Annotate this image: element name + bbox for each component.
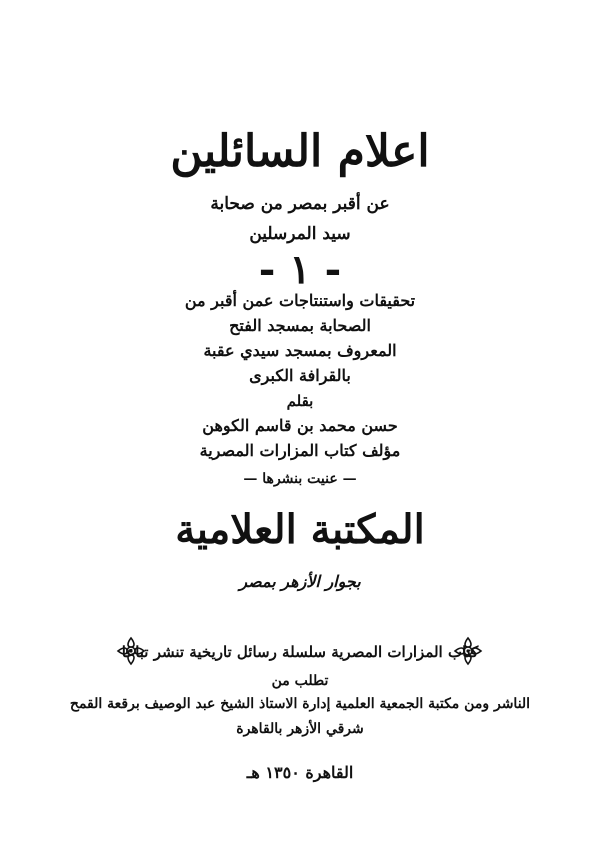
author-name: حسن محمد بن قاسم الكوهن [202,416,398,435]
description-line-4: بالقرافة الكبرى [249,366,351,385]
distributor-address: شرقي الأزهر بالقاهرة [236,721,364,737]
book-title: اعلام السائلين [170,126,430,177]
subtitle-line-2: سيد المرسلين [249,224,351,244]
author-role: مؤلف كتاب المزارات المصرية [199,441,401,460]
description-line-2: الصحابة بمسجد الفتح [229,316,371,335]
availability-label: تطلب من [271,673,329,689]
publisher-location: بجوار الأزهر بمصر [239,572,361,591]
distributor-line: الناشر ومن مكتبة الجمعية العلمية إدارة الاستاذ الشيخ عبد الوصيف برقعة القمح [69,696,531,712]
publisher-name: المكتبة العلامية [175,506,425,553]
description-line-1: تحقيقات واستنتاجات عمن أقبر من [184,291,416,310]
sponsor-line: — عنيت بنشرها — [243,471,357,487]
by-label: بقلم [286,392,314,410]
imprint-line: القاهرة ١٣٥٠ هـ [246,763,354,782]
series-note: كتاب المزارات المصرية سلسلة رسائل تاريخية تنشر تباعا [121,643,479,661]
volume-number: - ١ - [258,246,342,293]
description-line-3: المعروف بمسجد سيدي عقبة [203,341,397,360]
subtitle-line-1: عن أقبر بمصر من صحابة [210,194,390,214]
